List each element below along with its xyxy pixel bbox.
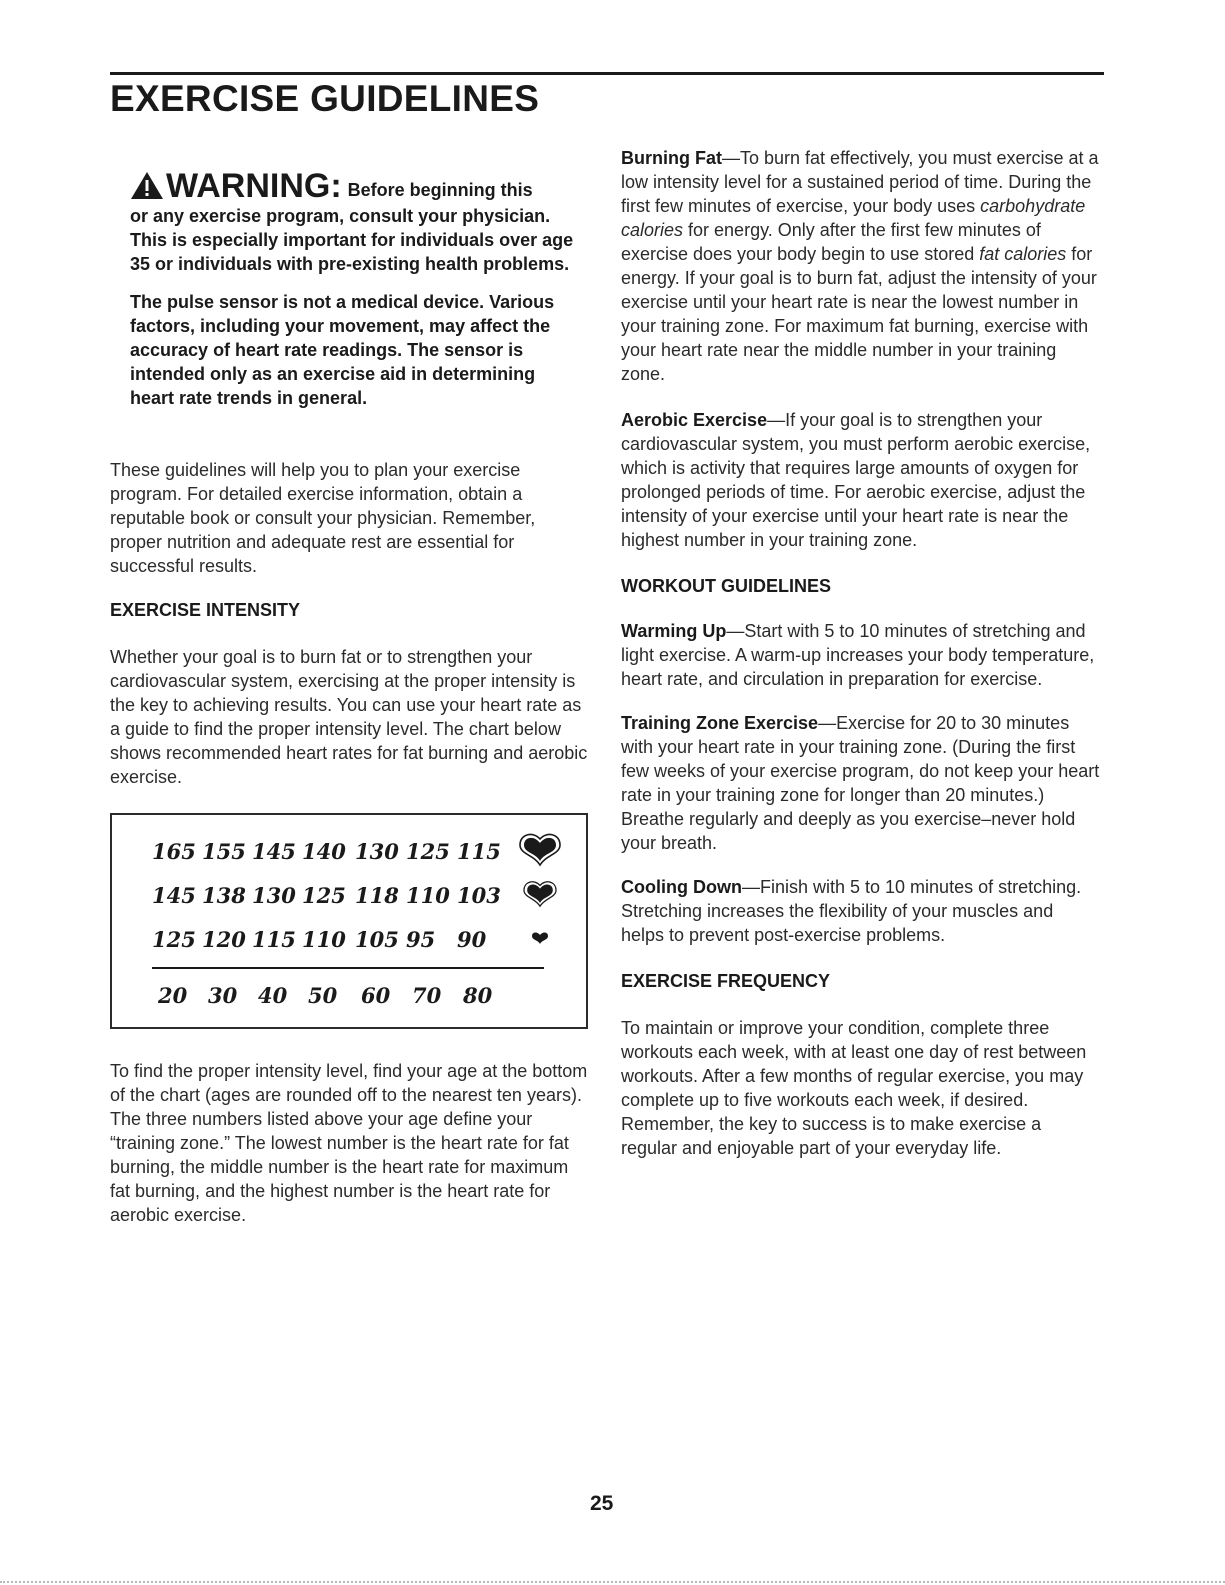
warming-up-term: Warming Up	[621, 621, 727, 641]
heart-rate-value: 103	[457, 883, 501, 908]
top-rule	[110, 72, 1104, 75]
aerobic-text: —If your goal is to strengthen your cardiovascular system, you must perform aerobic exercise, which is activity that requires large amounts of oxygen for prolonged periods of time. For aerobic exercise, adjust the intensity of your exercise until your heart rate is near the highest number in your training zone.	[621, 410, 1091, 550]
heart-rate-value: 140	[302, 839, 346, 864]
medium-heart-icon	[524, 882, 556, 906]
frequency-paragraph: To maintain or improve your condition, complete three workouts each week, with at least one day of rest between workouts. After a few months of regular exercise, you may complete up to five workouts each week, if desired. Remember, the key to success is to make exercise a regular and enjoyable part of your everyday life.	[621, 1018, 1087, 1158]
training-zone-paragraph	[621, 711, 1101, 855]
aerobic-paragraph	[621, 408, 1101, 552]
age-label: 50	[308, 983, 338, 1008]
heart-rate-value: 110	[406, 883, 450, 908]
warning-text: or any exercise program, consult your physician. This is especially important for individuals over age 35 or individuals with pre-existing health problems.	[130, 206, 574, 274]
heart-rate-value: 125	[152, 927, 196, 952]
cooling-down-text: —Finish with 5 to 10 minutes of stretching. Stretching increases the flexibility of your muscles and helps to prevent post-exercise problems.	[621, 877, 1082, 945]
heart-rate-chart	[110, 813, 588, 1029]
training-zone-text: —Exercise for 20 to 30 minutes with your heart rate in your training zone. (During the first few weeks of your exercise program, do not keep your heart rate in your training zone for longer than 20 minutes.) Breathe regularly and deeply as you exercise–never hold your breath.	[621, 713, 1100, 853]
cooling-down-paragraph	[621, 875, 1101, 947]
burning-fat-paragraph	[621, 146, 1101, 386]
burning-fat-term: Burning Fat	[621, 148, 722, 168]
intro-paragraph: These guidelines will help you to plan your exercise program. For detailed exercise information, obtain a reputable book or consult your physician. Remember, proper nutrition and adequate rest are essential for successful results.	[110, 460, 536, 576]
heart-rate-value: 125	[302, 883, 346, 908]
small-heart-icon	[532, 932, 548, 944]
age-label: 60	[361, 983, 391, 1008]
age-label: 40	[258, 983, 288, 1008]
chart-explanation: To find the proper intensity level, find your age at the bottom of the chart (ages are rounded off to the nearest ten years). The three numbers listed above your age define your “training zone.” The lowest number is the heart rate for fat burning, the middle number is the heart rate for maximum fat burning, and the highest number is the heart rate for aerobic exercise.	[110, 1061, 588, 1225]
heart-rate-value: 105	[355, 927, 399, 952]
warning-heading	[130, 168, 575, 204]
warning-triangle-icon	[130, 170, 164, 200]
carbohydrate-calories-term: carbohydrate calories	[621, 196, 1086, 240]
heart-rate-value: 120	[202, 927, 246, 952]
heart-rate-value: 125	[406, 839, 450, 864]
burning-fat-text-2: for energy. Only after the first few minutes of exercise does your body begin to use stored	[621, 220, 1041, 264]
burning-fat-text-3: for energy. If your goal is to burn fat, adjust the intensity of your exercise until your heart rate is near the lowest number in your training zone. For maximum fat burning, exercise with your heart rate near the middle number in your training zone.	[621, 244, 1097, 384]
warning-lead: Before beginning this	[347, 180, 533, 200]
warming-up-paragraph	[621, 619, 1101, 691]
heart-rate-value: 145	[152, 883, 196, 908]
heart-rate-value: 90	[457, 927, 487, 952]
right-column	[621, 140, 1101, 1160]
warming-up-text: —Start with 5 to 10 minutes of stretching and light exercise. A warm-up increases your body temperature, heart rate, and circulation in preparation for exercise.	[621, 621, 1095, 689]
age-label: 30	[208, 983, 238, 1008]
age-label: 70	[412, 983, 442, 1008]
heart-rate-value: 118	[355, 883, 399, 908]
training-zone-term: Training Zone Exercise	[621, 713, 819, 733]
warning-block	[130, 168, 575, 410]
heart-rate-value: 130	[252, 883, 296, 908]
sensor-notice: The pulse sensor is not a medical device. Various factors, including your movement, may affect the accuracy of heart rate readings. The sensor is intended only as an exercise aid in determining heart rate trends in general.	[130, 292, 555, 408]
page-title: EXERCISE GUIDELINES	[110, 78, 540, 119]
heart-rate-value: 138	[202, 883, 246, 908]
heart-rate-value: 165	[152, 839, 196, 864]
age-label: 80	[463, 983, 493, 1008]
heart-rate-chart-svg	[112, 815, 586, 1027]
cooling-down-term: Cooling Down	[621, 877, 742, 897]
left-column	[110, 140, 590, 1227]
fat-calories-term: fat calories	[979, 244, 1067, 264]
bottom-rule	[0, 1581, 1225, 1585]
aerobic-term: Aerobic Exercise	[621, 410, 768, 430]
large-heart-icon	[520, 834, 560, 865]
heart-rate-value: 115	[457, 839, 501, 864]
workout-heading: WORKOUT GUIDELINES	[621, 576, 831, 596]
page-number: 25	[590, 1492, 614, 1515]
burning-fat-text-1: —To burn fat effectively, you must exercise at a low intensity level for a sustained period of time. During the first few minutes of exercise, your body uses	[621, 148, 1099, 216]
heart-rate-value: 130	[355, 839, 399, 864]
heart-rate-value: 115	[252, 927, 296, 952]
heart-rate-value: 145	[252, 839, 296, 864]
intensity-paragraph: Whether your goal is to burn fat or to strengthen your cardiovascular system, exercising at the proper intensity is the key to achieving results. You can use your heart rate as a guide to find the proper intensity level. The chart below shows recommended heart rates for fat burning and aerobic exercise.	[110, 647, 588, 787]
frequency-heading: EXERCISE FREQUENCY	[621, 971, 831, 991]
heart-rate-value: 155	[202, 839, 246, 864]
intensity-heading: EXERCISE INTENSITY	[110, 600, 301, 620]
warning-word: WARNING:	[166, 167, 342, 205]
heart-rate-value: 95	[406, 927, 436, 952]
heart-rate-value: 110	[302, 927, 346, 952]
age-label: 20	[158, 983, 188, 1008]
